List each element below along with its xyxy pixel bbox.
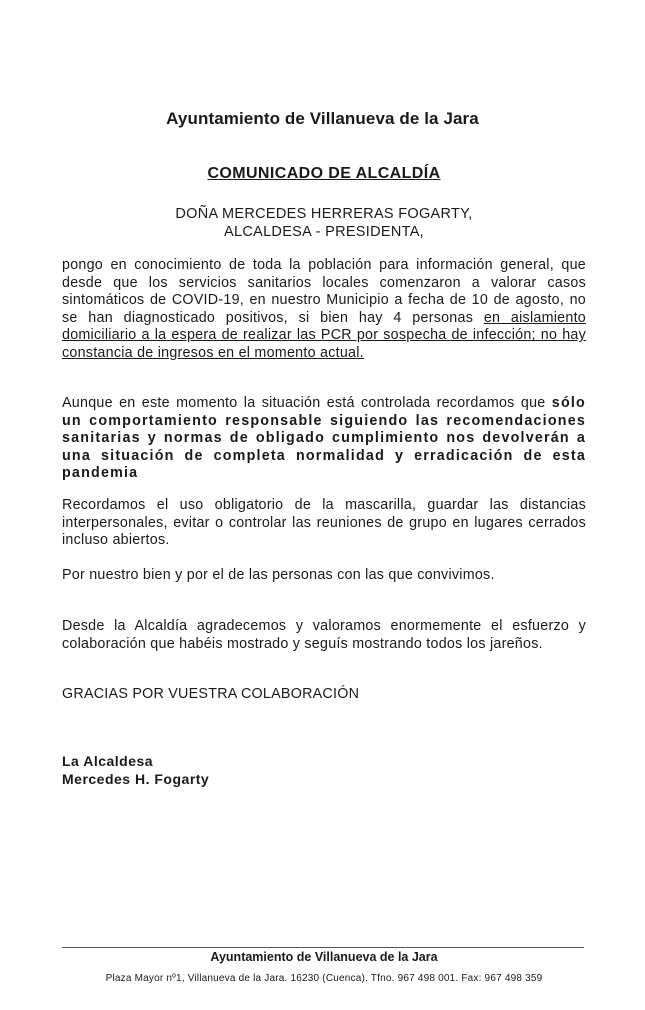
paragraph-recommendation: [62, 395, 586, 483]
signature-block: [62, 752, 209, 788]
paragraph-announcement-underlined: en aislamiento domiciliario a la espera de realizar las PCR por sospecha de infección; no hay constancia de ingresos en el momento actual.: [62, 309, 586, 361]
paragraph-announcement: [62, 257, 586, 363]
footer-organization: Ayuntamiento de Villanueva de la Jara: [210, 950, 438, 964]
organization-heading: Ayuntamiento de Villanueva de la Jara: [166, 109, 479, 128]
signature-role: La Alcaldesa: [62, 753, 154, 769]
issuer-name: DOÑA MERCEDES HERRERAS FOGARTY,: [175, 206, 473, 222]
footer-address: Plaza Mayor nº1, Villanueva de la Jara. 16230 (Cuenca). Tfno. 967 498 001. Fax: 967 498 359: [105, 973, 543, 984]
paragraph-recommendation-text: Aunque en este momento la situación está controlada recordamos que: [62, 395, 552, 411]
paragraph-announcement-text: pongo en conocimiento de toda la población para información general, que desde que los servicios sanitarios locales comenzaron a valorar casos sintomáticos de COVID-19, en nuestro Municipio a fecha de 10 de agosto, no se han diagnosticado positivos, si bien hay 4 personas: [62, 257, 586, 326]
footer-divider: [62, 947, 584, 948]
issuer-block: [0, 205, 645, 241]
paragraph-wellbeing: Por nuestro bien y por el de las personas con las que convivimos.: [62, 567, 495, 583]
paragraph-closing: GRACIAS POR VUESTRA COLABORACIÓN: [62, 686, 360, 702]
signature-name: Mercedes H. Fogarty: [62, 771, 210, 787]
paragraph-mask-reminder: Recordamos el uso obligatorio de la mascarilla, guardar las distancias interpersonales, evitar o controlar las reuniones de grupo en lugares cerrados incluso abiertos.: [62, 497, 586, 549]
document-title: COMUNICADO DE ALCALDÍA: [207, 165, 441, 182]
paragraph-thanks: Desde la Alcaldía agradecemos y valoramos enormemente el esfuerzo y colaboración que habéis mostrado y seguís mostrando todos los jareños.: [62, 618, 586, 652]
paragraph-recommendation-bold: sólo un comportamiento responsable siguiendo las recomendaciones sanitarias y normas de obligado cumplimiento nos devolverán a una situación de completa normalidad y erradicación de esta pandemia: [62, 395, 586, 482]
issuer-role: ALCALDESA - PRESIDENTA,: [223, 224, 425, 240]
